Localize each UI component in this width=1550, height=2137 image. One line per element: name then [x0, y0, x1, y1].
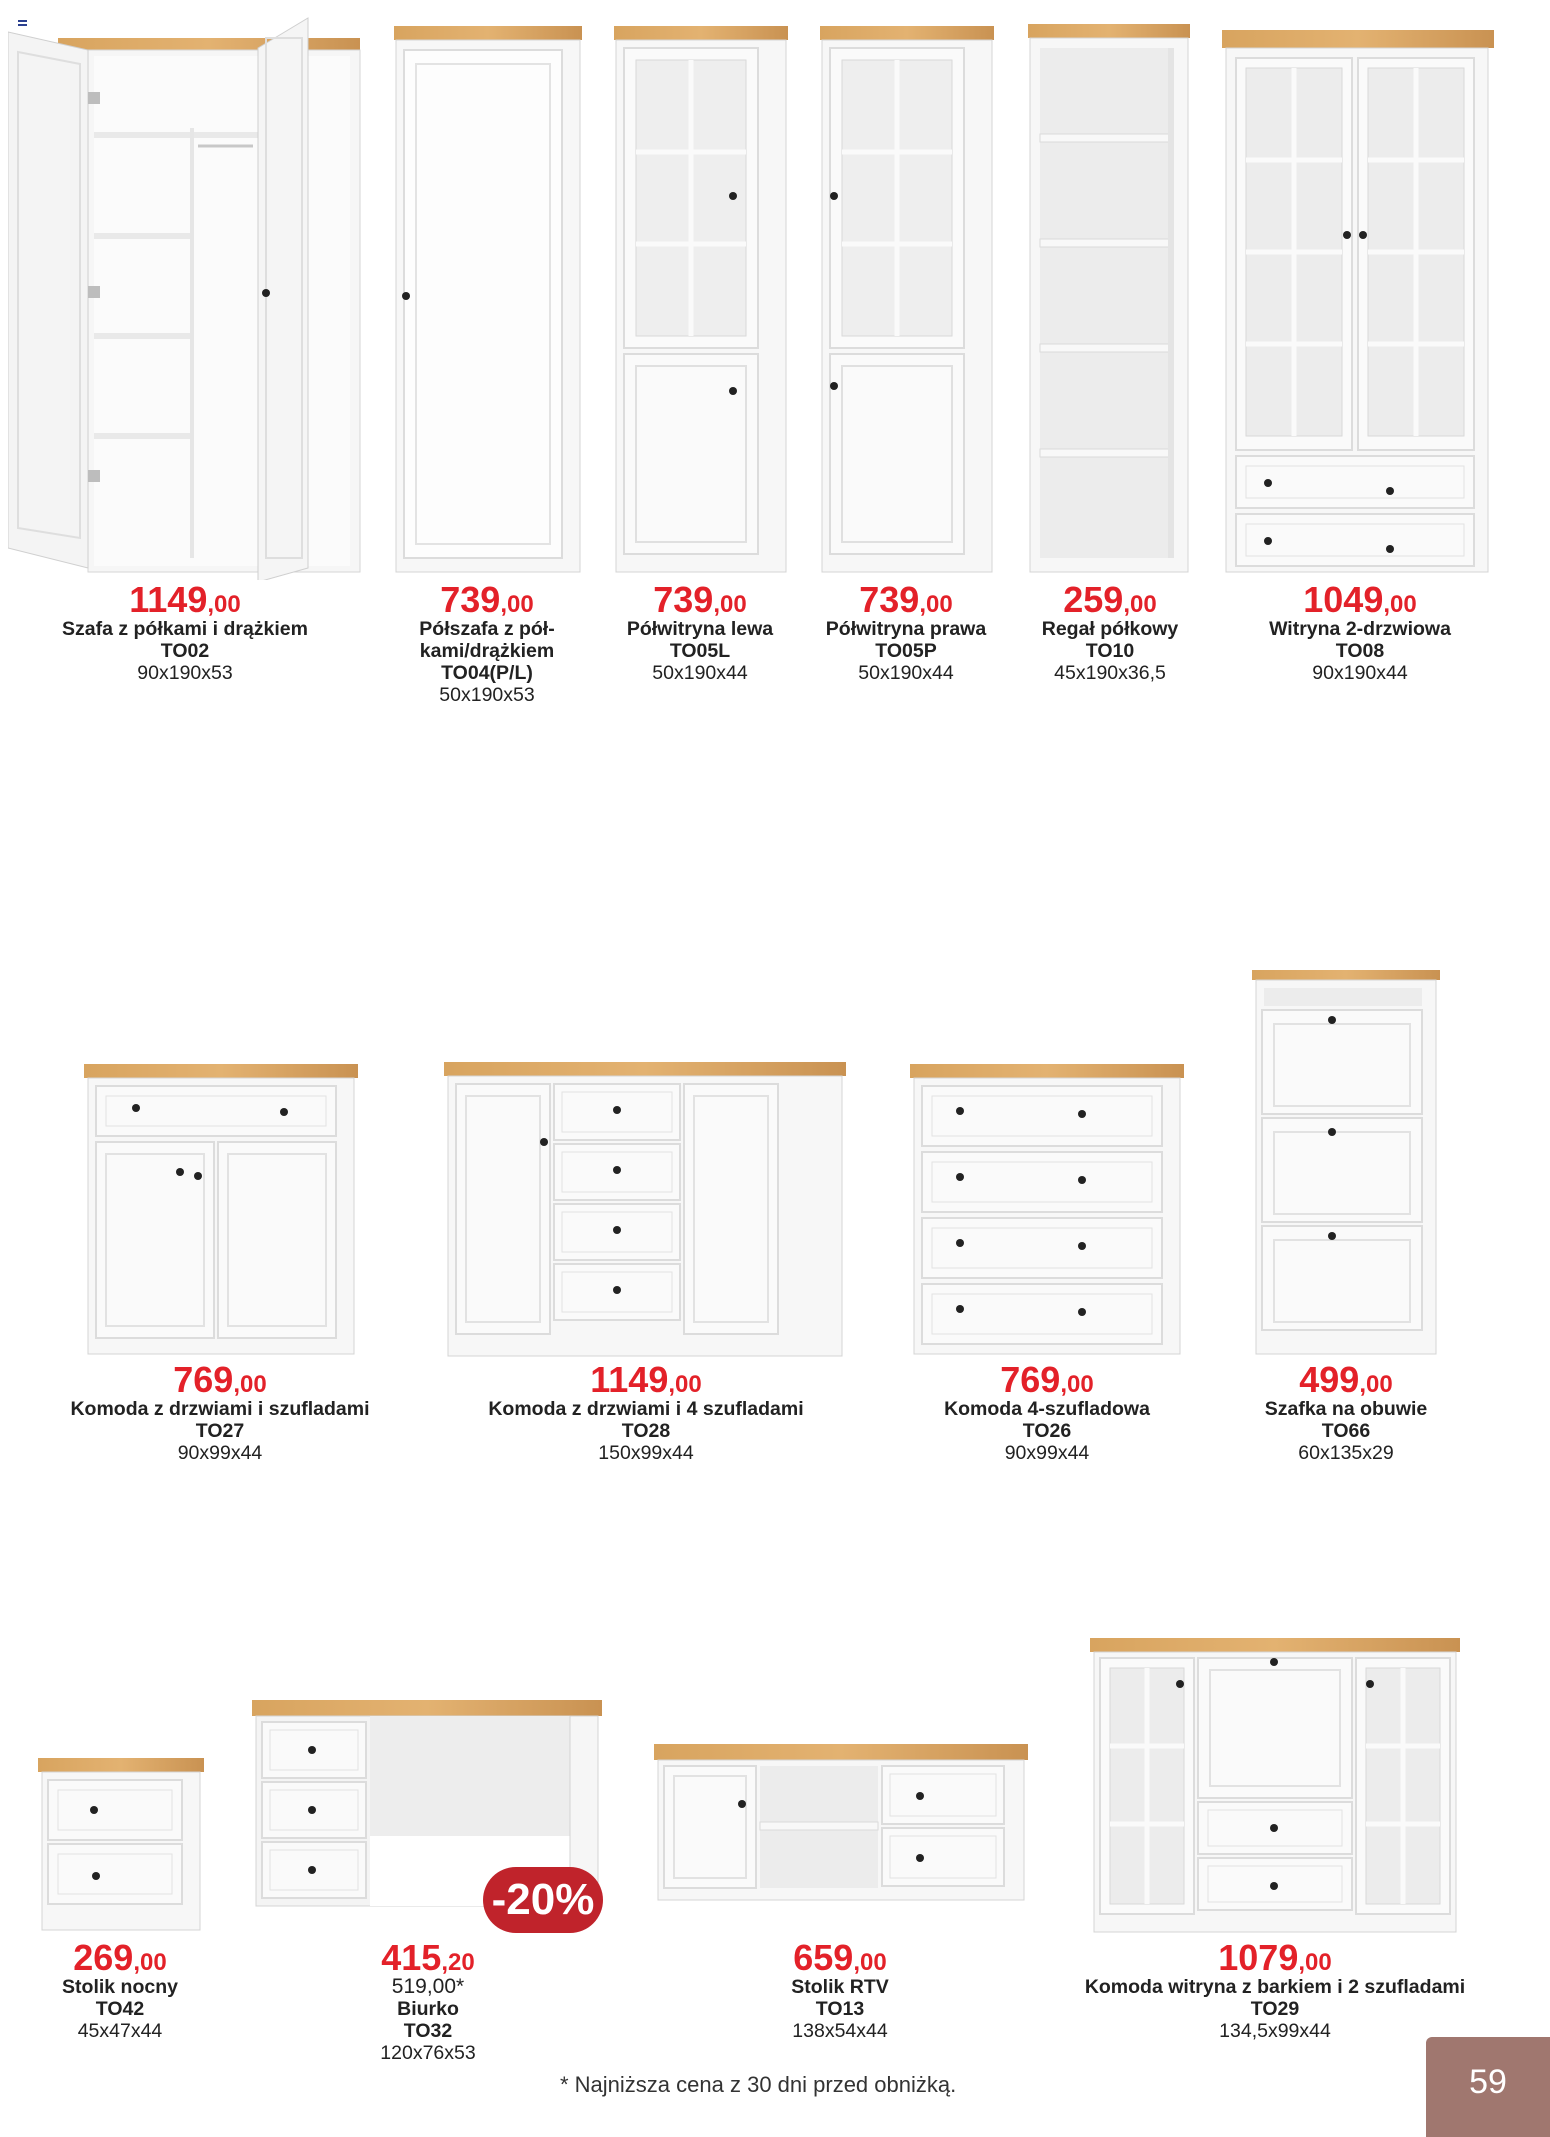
product-code: TO27 [195, 1420, 245, 1442]
product-dimensions: 50x190x44 [652, 662, 748, 684]
product-image-to08 [1222, 30, 1494, 576]
product-image-to42 [38, 1758, 204, 1934]
product-dimensions: 138x54x44 [792, 2020, 888, 2042]
caption-to05l [600, 579, 800, 684]
product-name: Szafka na obuwie [1264, 1398, 1428, 1420]
price: 1149,00 [590, 1359, 702, 1400]
product-dimensions: 90x99x44 [177, 1442, 263, 1464]
product-dimensions: 90x99x44 [1004, 1442, 1090, 1464]
caption-to26 [910, 1359, 1184, 1464]
product-image-to04 [392, 26, 584, 576]
product-name: Komoda z drzwiami i szufladami [70, 1398, 370, 1420]
product-code: TO10 [1085, 640, 1135, 662]
product-name: Stolik nocny [62, 1976, 178, 1998]
caption-to05p [806, 579, 1006, 684]
product-name-line-2: kami/drążkiem [419, 640, 555, 662]
product-code: TO26 [1022, 1420, 1072, 1442]
caption-to10 [1010, 579, 1210, 684]
product-code: TO32 [403, 2020, 453, 2042]
product-name: Komoda z drzwiami i 4 szufladami [488, 1398, 804, 1420]
discount-badge: -20% [483, 1867, 603, 1933]
product-code: TO05P [875, 640, 937, 662]
product-image-to26 [910, 1064, 1184, 1358]
product-code: TO05L [669, 640, 731, 662]
price: 769,00 [173, 1359, 267, 1400]
product-dimensions: 45x190x36,5 [1054, 662, 1166, 684]
product-name: Regał półkowy [1041, 618, 1179, 640]
product-image-to28 [444, 1062, 846, 1360]
product-code: TO08 [1335, 640, 1385, 662]
caption-to32 [328, 1937, 528, 2064]
product-name: Komoda 4-szufladowa [944, 1398, 1150, 1420]
price: 1149,00 [129, 579, 241, 620]
product-dimensions: 50x190x53 [439, 684, 535, 706]
product-code: TO66 [1321, 1420, 1371, 1442]
product-name-line-1: Półszafa z pół- [419, 618, 555, 640]
product-dimensions: 45x47x44 [77, 2020, 163, 2042]
product-dimensions: 90x190x53 [137, 662, 233, 684]
product-image-to66 [1252, 970, 1440, 1358]
footnote: * Najniższa cena z 30 dni przed obniżką. [560, 2072, 957, 2097]
price: 739,00 [859, 579, 953, 620]
product-dimensions: 134,5x99x44 [1219, 2020, 1331, 2042]
product-name: Biurko [397, 1998, 459, 2020]
price: 739,00 [653, 579, 747, 620]
product-name: Półwitryna lewa [626, 618, 774, 640]
product-name: Komoda witryna z barkiem i 2 szufladami [1084, 1976, 1466, 1998]
product-dimensions: 60x135x29 [1298, 1442, 1394, 1464]
product-image-to13 [654, 1744, 1028, 1904]
product-dimensions: 150x99x44 [598, 1442, 694, 1464]
caption-to28 [466, 1359, 826, 1464]
product-name: Półwitryna prawa [825, 618, 987, 640]
old-price: 519,00* [391, 1975, 465, 1998]
price: 1079,00 [1218, 1937, 1332, 1978]
product-name: Witryna 2-drzwiowa [1269, 618, 1451, 640]
product-image-to05p [818, 26, 996, 576]
caption-to02 [40, 579, 330, 684]
product-code: TO13 [815, 1998, 865, 2020]
product-code: TO04(P/L) [441, 662, 533, 684]
caption-to08 [1230, 579, 1490, 684]
product-name: Szafa z półkami i drążkiem [61, 618, 308, 640]
page-number: 59 [1426, 2037, 1550, 2137]
product-code: TO28 [621, 1420, 671, 1442]
price: 769,00 [1000, 1359, 1094, 1400]
price: 659,00 [793, 1937, 887, 1978]
product-code: TO02 [160, 640, 210, 662]
caption-to42 [20, 1937, 220, 2042]
caption-to66 [1236, 1359, 1456, 1464]
product-dimensions: 90x190x44 [1312, 662, 1408, 684]
price: 499,00 [1299, 1359, 1393, 1400]
caption-to29 [1060, 1937, 1490, 2042]
product-name: Stolik RTV [791, 1976, 889, 1998]
price: 259,00 [1063, 579, 1157, 620]
product-code: TO42 [95, 1998, 145, 2020]
product-image-to29 [1090, 1638, 1460, 1936]
price: 739,00 [440, 579, 534, 620]
product-dimensions: 120x76x53 [380, 2042, 476, 2064]
price: 269,00 [73, 1937, 167, 1978]
product-image-to10 [1026, 24, 1192, 576]
product-code: TO29 [1250, 1998, 1300, 2020]
caption-to04 [392, 579, 582, 706]
caption-to13 [740, 1937, 940, 2042]
price: 415,20 [381, 1937, 475, 1978]
product-image-to02 [8, 8, 368, 580]
product-dimensions: 50x190x44 [858, 662, 954, 684]
price: 1049,00 [1303, 579, 1417, 620]
product-image-to27 [84, 1064, 358, 1358]
caption-to27 [50, 1359, 390, 1464]
product-image-to05l [612, 26, 790, 576]
